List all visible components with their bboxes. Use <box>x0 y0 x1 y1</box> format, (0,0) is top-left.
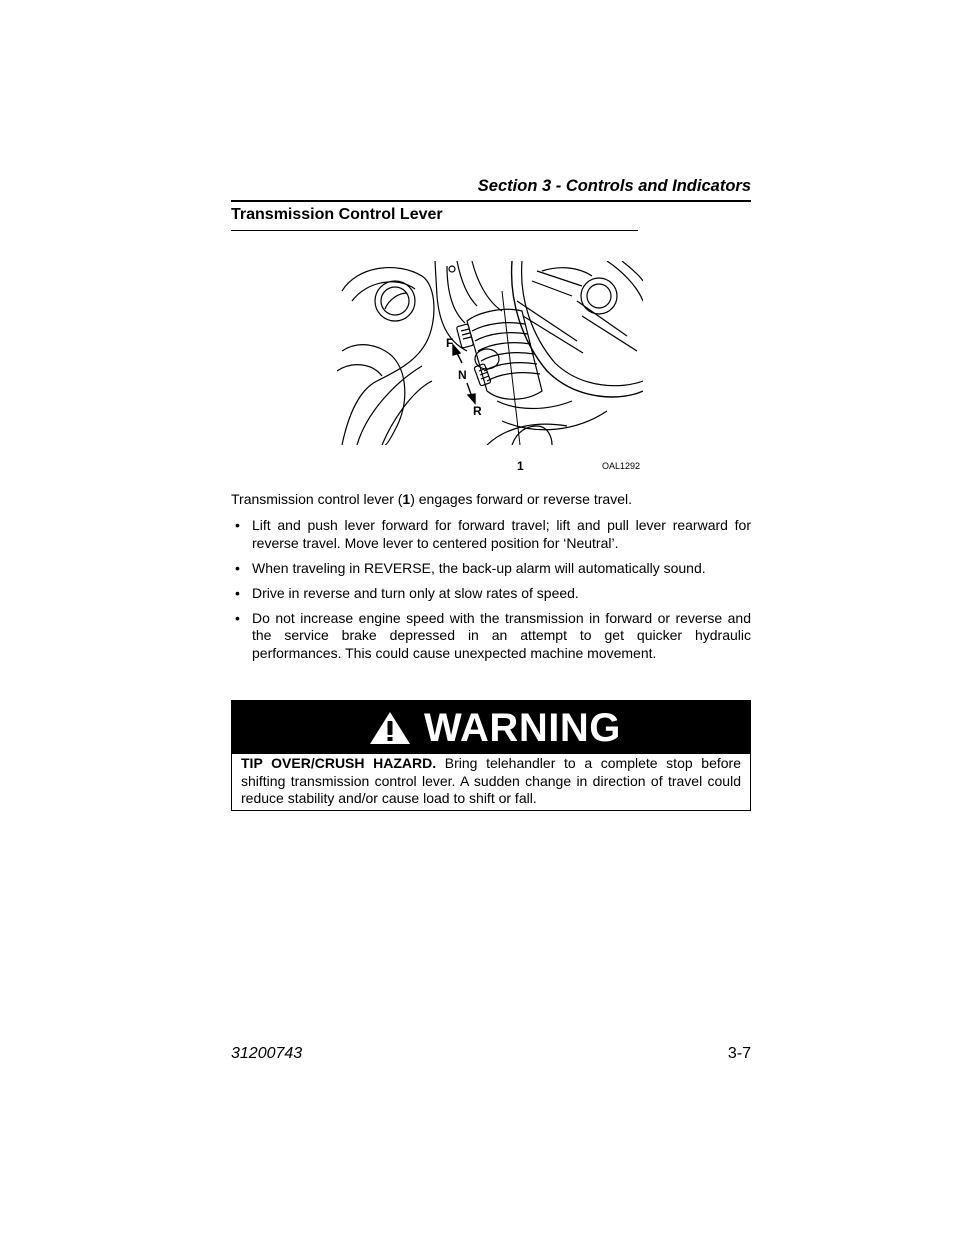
label-neutral: N <box>458 368 467 382</box>
intro-text-before: Transmission control lever ( <box>231 491 403 507</box>
bullet-symbol: • <box>235 609 240 626</box>
bullet-symbol: • <box>235 559 240 576</box>
page-title: Transmission Control Lever <box>231 206 443 223</box>
list-item <box>231 517 751 552</box>
list-item <box>231 560 751 578</box>
document-number: 31200743 <box>231 1045 303 1062</box>
label-reverse: R <box>473 404 482 418</box>
warning-triangle-icon <box>368 710 412 746</box>
list-item-text: When traveling in REVERSE, the back-up alarm will automatically sound. <box>252 559 706 576</box>
intro-text-after: ) engages forward or reverse travel. <box>410 491 632 507</box>
list-item <box>231 610 751 663</box>
transmission-lever-illustration <box>337 261 643 473</box>
section-rule <box>231 200 751 202</box>
list-item-text: Lift and push lever forward for forward travel; lift and pull lever rearward for reverse travel. Move lever to centered position for ‘Neutral’. <box>252 517 751 551</box>
warning-lead: TIP OVER/CRUSH HAZARD. <box>241 755 437 771</box>
page-number: 3-7 <box>727 1045 751 1062</box>
warning-box <box>231 700 751 811</box>
intro-callout-number: 1 <box>402 491 411 507</box>
section-header: Section 3 - Controls and Indicators <box>477 177 751 195</box>
title-rule <box>231 230 638 231</box>
warning-body: Bring telehandler to a complete stop before shifting transmission control lever. A sudden change in direction of travel could reduce stability and/or cause load to shift or fall. <box>241 755 741 806</box>
callout-1: 1 <box>517 459 524 473</box>
list-item-text: Drive in reverse and turn only at slow rates of speed. <box>252 584 579 601</box>
warning-text <box>241 755 741 808</box>
intro-paragraph <box>231 491 632 507</box>
warning-heading: WARNING <box>424 706 621 750</box>
bullet-symbol: • <box>235 517 240 533</box>
list-item <box>231 585 751 603</box>
label-forward: F <box>446 336 454 350</box>
bullet-symbol: • <box>235 584 240 601</box>
warning-banner <box>232 701 750 754</box>
bullet-list <box>231 517 751 670</box>
figure-code: OAL1292 <box>602 461 641 471</box>
list-item-text: Do not increase engine speed with the transmission in forward or reverse and the service brake depressed in an attempt to get quicker hydraulic performances. This could cause unexpected machine movement. <box>252 609 751 661</box>
